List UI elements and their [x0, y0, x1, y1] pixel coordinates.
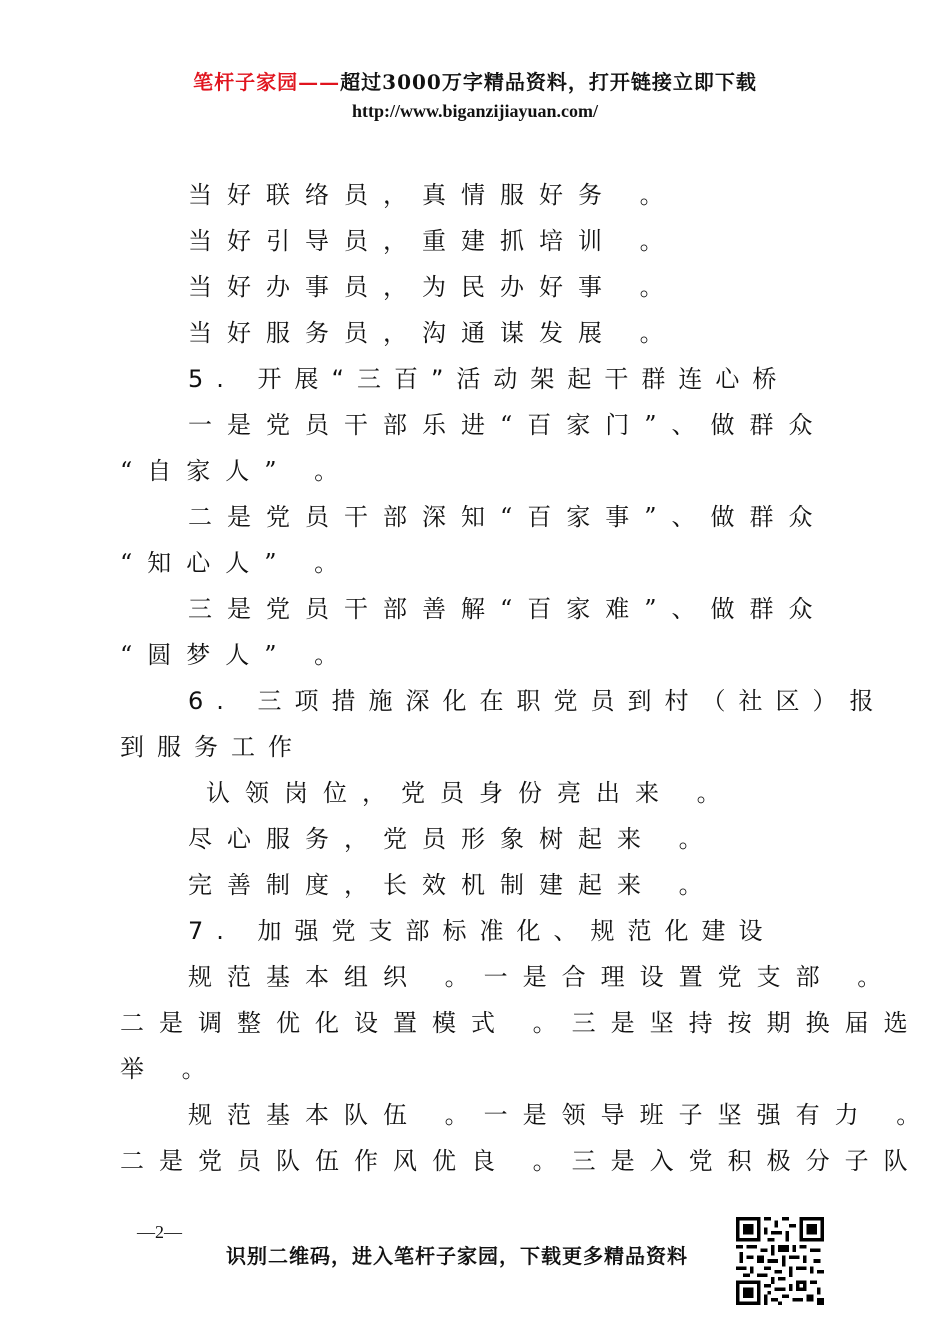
- text-line: 二是调整优化设置模式 。三是坚持按期换届选: [120, 1009, 923, 1037]
- section-heading-6: 6. 三项措施深化在职党员到村（社区）报: [188, 687, 887, 715]
- section-heading-6-cont: 到服务工作: [120, 733, 305, 761]
- text-line: 尽心服务，党员形象树起来 。: [188, 825, 718, 853]
- page-number: —2—: [137, 1222, 182, 1242]
- section-heading-7: 7. 加强党支部标准化、规范化建设: [188, 917, 776, 945]
- text-line: 当好服务员，沟通谋发展 。: [188, 319, 679, 347]
- text-line: 三是党员干部善解“百家难”、做群众: [188, 595, 828, 623]
- text-line: 规范基本队伍 。一是领导班子坚强有力 。: [188, 1101, 936, 1129]
- header-dash: ——: [298, 70, 341, 94]
- page-header: [0, 66, 950, 122]
- document-body: [120, 172, 936, 1184]
- header-title: [0, 66, 950, 95]
- footer-text: 识别二维码，进入笔杆子家园，下载更多精品资料: [226, 1244, 688, 1268]
- text-line: 举 。: [120, 1055, 221, 1083]
- site-name: 笔杆子家园: [193, 70, 299, 94]
- text-line: 二是党员干部深知“百家事”、做群众: [188, 503, 828, 531]
- text-line: 一是党员干部乐进“百家门”、做群众: [188, 411, 828, 439]
- text-line: 当好引导员，重建抓培训 。: [188, 227, 679, 255]
- text-line: 完善制度，长效机制建起来 。: [188, 871, 718, 899]
- header-tagline: 超过3000万字精品资料，打开链接立即下载: [340, 70, 757, 94]
- text-line: 当好办事员，为民办好事 。: [188, 273, 679, 301]
- text-line: “圆梦人” 。: [120, 641, 354, 669]
- text-line: 认领岗位，党员身份亮出来 。: [206, 779, 736, 807]
- text-line: 当好联络员，真情服好务 。: [188, 181, 679, 209]
- text-line: 二是党员队伍作风优良 。三是入党积极分子队: [120, 1147, 923, 1175]
- text-line: 规范基本组织 。一是合理设置党支部 。: [188, 963, 897, 991]
- text-line: “知心人” 。: [120, 549, 354, 577]
- qr-code-icon[interactable]: [736, 1217, 824, 1305]
- header-url[interactable]: http://www.biganzijiayuan.com/: [351, 101, 599, 121]
- text-line: “自家人” 。: [120, 457, 354, 485]
- section-heading-5: 5. 开展“三百”活动架起干群连心桥: [188, 365, 790, 393]
